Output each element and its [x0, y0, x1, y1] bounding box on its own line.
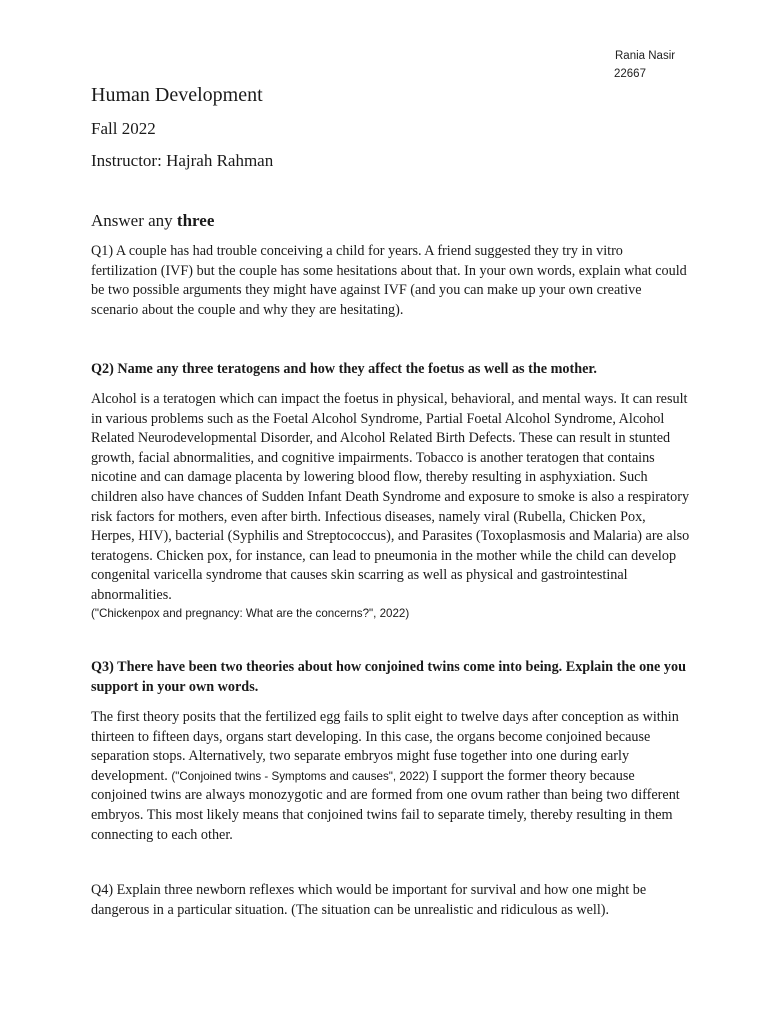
question-1: Q1) A couple has had trouble conceiving a child for years. A friend suggested they try in vitro fertilization (IVF) but the couple has some hesitations about that. In your own words, explain what could be two possible arguments they might have against IVF (and you can make up your own creative scenario about the couple and why they are hesitating).	[91, 243, 687, 318]
question-3-citation: ("Conjoined twins - Symptoms and causes", 2022)	[171, 769, 429, 783]
question-3: Q3) There have been two theories about how conjoined twins come into being. Explain the one you support in your own words.	[91, 659, 686, 695]
question-3-answer	[91, 708, 691, 845]
instruction-bold: three	[176, 211, 215, 230]
question-2-citation: ("Chickenpox and pregnancy: What are the concerns?", 2022)	[91, 606, 410, 620]
author-name: Rania Nasir	[615, 50, 676, 62]
author-id: 22667	[614, 68, 646, 80]
instructor-line: Instructor: Hajrah Rahman	[91, 151, 274, 170]
instruction-prefix: Answer any	[91, 211, 177, 230]
course-term: Fall 2022	[91, 119, 156, 138]
question-3-answer-part1: The first theory posits that the fertilized egg fails to split eight to twelve days after conception as within thirteen to fifteen days, organs start developing. In this case, the organs become conjoined because separation stops. Alternatively, two separate embryos might fuse together into one during early development.	[91, 709, 679, 784]
question-4: Q4) Explain three newborn reflexes which would be important for survival and how one might be dangerous in a particular situation. (The situation can be unrealistic and ridiculous as well).	[91, 882, 647, 918]
question-2-answer	[91, 390, 691, 622]
question-2-answer-text: Alcohol is a teratogen which can impact the foetus in physical, behavioral, and mental ways. It can result in various problems such as the Foetal Alcohol Syndrome, Partial Foetal Alcohol Syndrome, Alcohol Related Neurodevelopmental Disorder, and Alcohol Related Birth Defects. These can result in stunted growth, facial abnormalities, and cognitive impairments. Tobacco is another teratogen that contains nicotine and can damage placenta by lowering blood flow, thereby resulting in asphyxiation. Such children also have chances of Sudden Infant Death Syndrome and exposure to smoke is also a respiratory risk factors for mothers, even after birth. Infectious diseases, namely viral (Rubella, Chicken Pox, Herpes, HIV), bacterial (Syphilis and Streptococcus), and Parasites (Toxoplasmosis and Malaria) are also teratogens. Chicken pox, for instance, can lead to pneumonia in the mother while the child can develop congenital varicella syndrome that causes skin scarring as well as physical and gastrointestinal abnormalities.	[91, 391, 690, 603]
author-block	[614, 47, 734, 83]
question-2: Q2) Name any three teratogens and how they affect the foetus as well as the mother.	[91, 361, 597, 377]
question-3-answer-part2: I support the former theory because conjoined twins are always monozygotic and are formed from one ovum rather than being two different embryos. This most likely means that conjoined twins fail to separate timely, thereby resulting in them connecting to each other.	[91, 767, 680, 843]
document-title: Human Development	[91, 84, 263, 106]
instruction-line	[91, 210, 214, 232]
